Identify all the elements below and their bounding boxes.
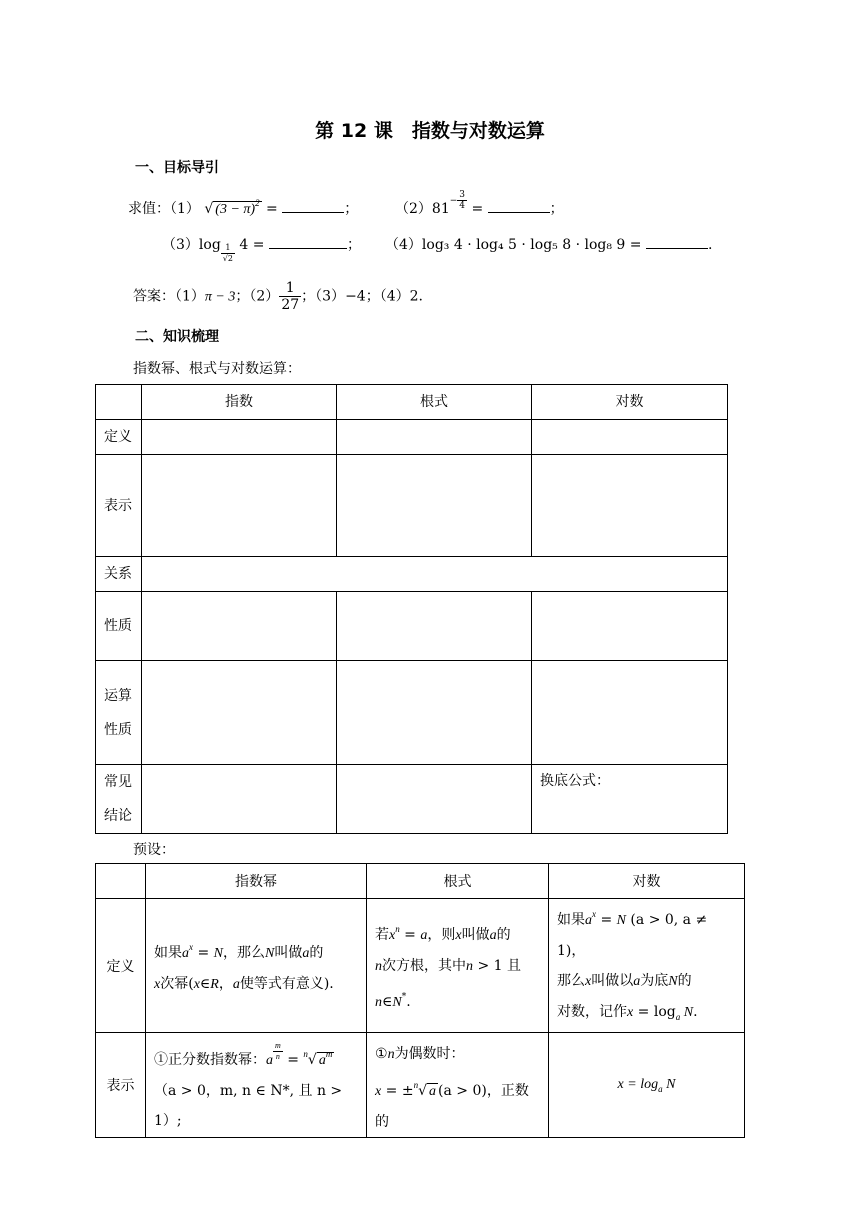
header-radical: 根式 [367,864,549,899]
q3-argument: 4 = [234,237,269,253]
q2-number: （2） [395,201,432,217]
radical-icon: √ [307,1052,317,1068]
row-label-relation: 关系 [96,557,142,592]
table-corner [96,385,142,420]
q1-equals: = [261,201,283,217]
answer-4: 2. [409,288,423,305]
table1-caption: 指数幂、根式与对数运算： [133,361,301,377]
q2-base: 81 [431,201,450,217]
row-label-definition: 定义 [96,420,142,455]
cell-empty[interactable] [142,455,337,557]
q4-expression: log₃ 4 · log₄ 5 · log₅ 8 · log₈ 9 = [421,237,646,253]
answer-line [133,280,423,313]
q4-answer-blank[interactable] [646,234,708,249]
header-exponent: 指数 [142,385,337,420]
representation-power-cell: ①正分数指数幂：a $\frac{m}{n}$ = $^n$√ $a^m$ （a > 0，m, n ∈ N*, 且 n > 1）; [146,1033,367,1138]
q4-number: （4） [385,237,422,253]
q3-number: （3） [162,237,199,253]
section-heading-knowledge: 二、知识梳理 [135,329,219,345]
row-label-representation: 表示 [96,1033,146,1138]
answer-sep-4: ；（4） [365,288,410,305]
cell-empty[interactable] [337,592,532,661]
q2-end: ； [549,201,564,217]
cell-empty[interactable] [337,765,532,834]
header-logarithm: 对数 [549,864,745,899]
q4-end: . [707,237,713,253]
question-label: 求值： [128,201,170,217]
table2-caption: 预设： [133,842,175,858]
representation-log-cell: $x = \log_a N$ [549,1033,745,1138]
answer-3: −4 [345,288,366,305]
definition-radical-cell: 若$x^n = a$，则x叫做a的 n次方根，其中n > 1 且 n∈N*. [367,899,549,1033]
cell-empty[interactable] [532,592,728,661]
q3-answer-blank[interactable] [269,234,347,249]
q1-expression: $(3 - \pi)^2$ [215,198,260,217]
cell-empty[interactable] [532,455,728,557]
answer-sep-3: ；（3） [301,288,346,305]
radical-icon: √ [418,1083,428,1099]
q1-exponent: 2 [255,198,260,208]
q2-exponent: − 3 4 [449,189,466,211]
preset-table [95,863,745,1138]
page-title: 第 12 课 指数与对数运算 [315,120,545,142]
cell-empty[interactable] [142,661,337,765]
cell-empty[interactable] [532,420,728,455]
cell-empty[interactable] [142,420,337,455]
cell-empty[interactable] [337,661,532,765]
sqrt-icon: √ [204,201,214,217]
q1-end: ； [344,201,359,217]
definition-power-cell: 如果$a^x = N$，那么N叫做a的 x次幂(x∈R，a使等式有意义). [146,899,367,1033]
definition-log-cell: 如果$a^x = N$ (a > 0, a ≠ 1)， 那么x叫做以a为底N的 对数，记作$x = \log_a N$. [549,899,745,1033]
change-of-base-cell[interactable]: 换底公式： [532,765,728,834]
row-label-common-conclusions: 常见 结论 [96,765,142,834]
row-label-representation: 表示 [96,455,142,557]
q3-log: log [198,237,221,253]
q1-answer-blank[interactable] [282,198,344,213]
cell-empty-merged[interactable] [142,557,728,592]
row-label-definition: 定义 [96,899,146,1033]
q1-number: （1） [170,201,200,217]
exercise-q2 [395,189,564,221]
table2-corner [96,864,146,899]
cell-empty[interactable] [142,765,337,834]
q3-end: ； [346,237,361,253]
q2-equals: = [467,201,488,217]
section-heading-goals: 一、目标导引 [135,160,219,176]
representation-radical-cell: ①n为偶数时： x = ±$^n$√ a (a > 0)，正数的 [367,1033,549,1138]
header-power: 指数幂 [146,864,367,899]
q3-base: $\frac{1}{√2}$ [222,243,233,263]
exercise-q3 [162,234,361,263]
answer-2: $\frac{1}{27}$ [281,280,300,314]
answer-sep-2: ；（2） [235,288,280,305]
header-logarithm: 对数 [532,385,728,420]
exercise-q4 [385,234,712,254]
cell-empty[interactable] [142,592,337,661]
cell-empty[interactable] [337,420,532,455]
exercise-line-1 [128,198,358,218]
cell-empty[interactable] [532,661,728,765]
header-radical: 根式 [337,385,532,420]
answer-label: 答案：（1） [133,288,205,305]
knowledge-table [95,384,728,834]
cell-empty[interactable] [337,455,532,557]
answer-1: π − 3 [204,289,236,305]
row-label-operation-property: 运算 性质 [96,661,142,765]
row-label-property: 性质 [96,592,142,661]
q2-answer-blank[interactable] [488,198,550,213]
